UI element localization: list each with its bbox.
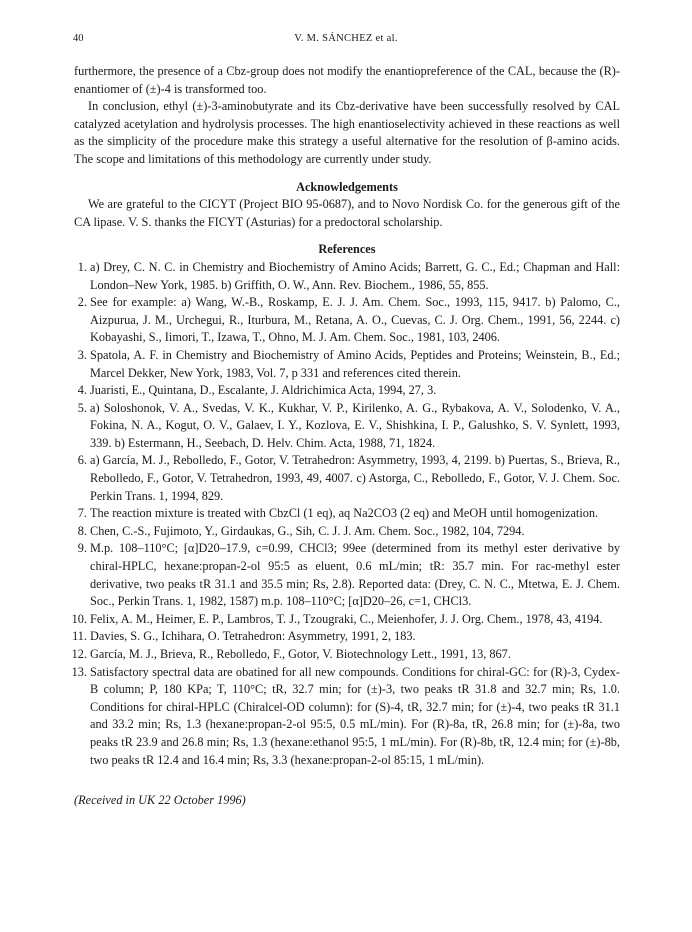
reference-item [74,347,620,382]
reference-number: 12. [71,647,87,661]
reference-number: 10. [71,611,87,626]
reference-number: 9. [77,541,87,556]
paragraph-conclusion: In conclusion, ethyl (±)-3-aminobutyrate and its Cbz-derivative have been successfully resolved by CAL catalyzed acetylation and hydrolysis processes. The high enantioselectivity achieved in these reactions as well as the simplicity of the procedure make this strategy a useful alternative for the resolution of β-amino acids. The scope and limitations of this methodology are currently under study. [74,99,620,166]
reference-number: 13. [71,664,87,679]
reference-text: García, M. J., Brieva, R., Rebolledo, F., Gotor, V. Biotechnology Lett., 1991, 13, 867. [90,647,511,661]
reference-item [74,294,620,347]
reference-text: Davies, S. G., Ichihara, O. Tetrahedron: Asymmetry, 1991, 2, 183. [90,629,416,644]
reference-list [71,259,620,769]
reference-item [74,523,620,541]
reference-text: Juaristi, E., Quintana, D., Escalante, J. Aldrichimica Acta, 1994, 27, 3. [90,383,437,398]
reference-item [74,628,620,646]
reference-text: Satisfactory spectral data are obatined for all new compounds. Conditions for chiral-GC: for (R)-3, Cydex-B column; P, 180 KPa; T, 110°C; tR, 32.7 min; for (±)-3, two peaks tR 31.8 and 32.7 min; Rs, 1.0. Conditions for chiral-HPLC (Chiralcel-OD column): for (S)-4, tR, 32.7 min; for (±)-4, two peaks tR 31.1 and 33.2 min; Rs, 1.3 (hexane:propan-2-ol 95:5, 0.5 mL/min). For (R)-8a, tR, 26.8 min; for (±)-8a, two peaks tR 23.9 and 26.8 min; Rs, 1.3 (hexane:ethanol 95:5, 1 mL/min). For (R)-8b, tR, 12.4 min; for (±)-8b, two peaks tR 12.4 and 16.4 min; Rs, 3.3 (hexane:propan-2-ol 85:15, 1 mL/min). [90,664,620,767]
reference-item [74,382,620,400]
reference-text: Felix, A. M., Heimer, E. P., Lambros, T. J., Tzougraki, C., Meienhofer, J. J. Org. Chem., 1978, 43, 4194. [90,611,603,626]
reference-text: a) Drey, C. N. C. in Chemistry and Biochemistry of Amino Acids; Barrett, G. C., Ed.; Chapman and Hall: London–New York, 1985. b) Griffith, O. W., Ann. Rev. Biochem., 1986, 55, 855. [90,259,620,292]
reference-item [74,540,620,610]
reference-item [74,452,620,505]
paragraph-continuation: furthermore, the presence of a Cbz-group does not modify the enantiopreference of the CAL, because the (R)-enantiomer of (±)-4 is transformed too. [74,64,620,96]
reference-text: Chen, C.-S., Fujimoto, Y., Girdaukas, G., Sih, C. J. J. Am. Chem. Soc., 1982, 104, 7294. [90,523,525,538]
reference-number: 6. [77,453,87,468]
acknowledgements-text: We are grateful to the CICYT (Project BIO 95-0687), and to Novo Nordisk Co. for the generous gift of the CA lipase. V. S. thanks the FICYT (Asturias) for a predoctoral scholarship. [74,197,620,229]
reference-item [71,646,620,664]
reference-number: 1. [77,259,87,274]
reference-text: Spatola, A. F. in Chemistry and Biochemistry of Amino Acids, Peptides and Proteins; Weinstein, B., Ed.; Marcel Dekker, New York, 1983, Vol. 7, p 331 and references cited therein. [90,347,620,380]
reference-number: 4. [77,383,87,398]
page-header [0,33,692,49]
reference-number: 11. [72,629,87,644]
acknowledgements-heading: Acknowledgements [296,179,398,194]
reference-number: 7. [77,506,87,521]
reference-item [74,400,620,453]
article-body [71,63,620,822]
page-number: 40 [73,33,84,44]
reference-text: a) García, M. J., Rebolledo, F., Gotor, V. Tetrahedron: Asymmetry, 1993, 4, 2199. b) Puertas, S., Brieva, R., Rebolledo, F., Gotor, V. Tetrahedron, 1993, 49, 4007. c) Astorga, C., Rebolledo, F., Gotor, V. J. Chem. Soc. Perkin Trans. 1, 1994, 829. [90,453,620,503]
reference-item [71,611,620,629]
reference-number: 5. [77,400,87,415]
reference-item [74,505,620,523]
reference-number: 3. [77,347,87,362]
reference-number: 8. [77,523,87,538]
reference-text: M.p. 108–110°C; [α]D20–17.9, c=0.99, CHCl3; 99ee (determined from its methyl ester derivative by chiral-HPLC, hexane:propan-2-ol 95:5 as eluent, 0.6 mL/min; tR: 35.7 min. For rac-methyl ester derivative, two peaks tR 31.1 and 35.5 min; Rs, 2.8). Reported data: (Drey, C. N. C., Mtetwa, E. J. Chem. Soc., Perkin Trans. 1, 1982, 1587) m.p. 108–110°C; [α]D20–26, c=1, CHCl3. [90,541,620,609]
reference-text: a) Soloshonok, V. A., Svedas, V. K., Kukhar, V. P., Kirilenko, A. G., Rybakova, A. V., Solodenko, V. A., Fokina, N. A., Kogut, O. V., Galaev, I. Y., Kozlova, E. V., Shishkina, I. P., Galushko, S. V. Synlett, 1993, 339. b) Estermann, H., Seebach, D. Helv. Chim. Acta, 1988, 71, 1824. [90,400,620,450]
running-head: V. M. SÁNCHEZ et al. [294,33,398,44]
reference-number: 2. [77,295,87,310]
reference-item [71,664,620,770]
reference-text: The reaction mixture is treated with CbzCl (1 eq), aq Na2CO3 (2 eq) and MeOH until homogenization. [90,506,599,521]
reference-item [74,259,620,294]
references-heading: References [318,242,376,257]
reference-text: See for example: a) Wang, W.-B., Roskamp, E. J. J. Am. Chem. Soc., 1993, 115, 9417. b) Palomo, C., Aizpurua, J. M., Urchegui, R., Iturbura, M., Retana, A. O., Cuevas, C. J. Org. Chem., 1991, 56, 2244. c) Kobayashi, S., Iimori, T., Izawa, T., Ohno, M. J. Am. Chem. Soc., 1981, 103, 2406. [90,295,620,345]
received-date: (Received in UK 22 October 1996) [74,793,246,808]
